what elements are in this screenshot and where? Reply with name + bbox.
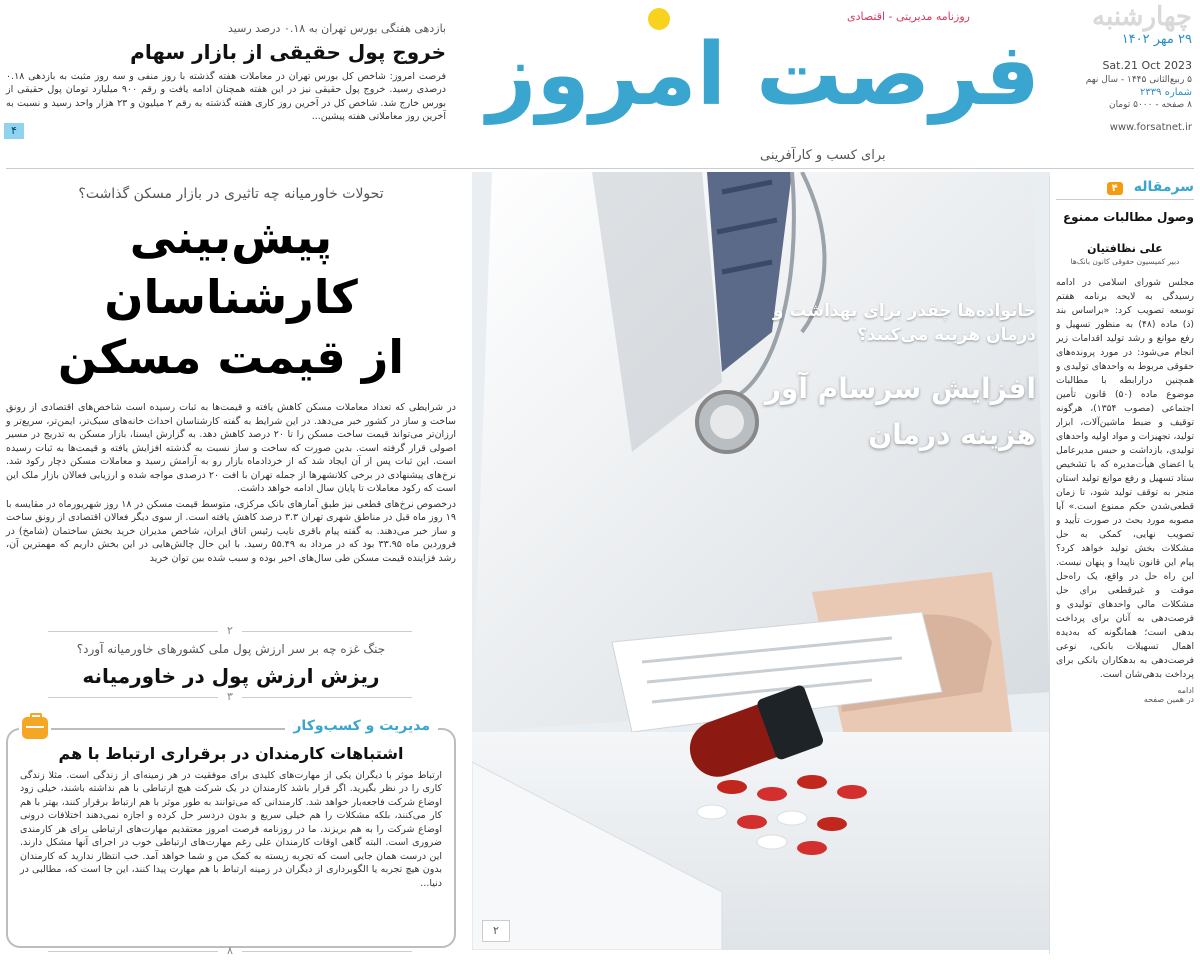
story-kicker: بازدهی هفتگی بورس تهران به ۰.۱۸ درصد رسید bbox=[228, 22, 446, 35]
main-headline-2[interactable]: از قیمت مسکن bbox=[57, 329, 405, 384]
editorial-divider bbox=[1049, 176, 1050, 954]
editorial-header bbox=[1056, 176, 1194, 200]
editorial-author: علی نظافتیان bbox=[1087, 242, 1163, 255]
editorial-body: مجلس شورای اسلامی در ادامه رسیدگی به لایحه برنامه هفتم توسعه تصویب کرد: «براساس بند (ذ) ماده (۴۸) به منظور تسهیل و رفع موانع و رشد تولید اقدامات زیر انجام می‌شود: در مورد پرونده‌های حقوقی مربوط به واحدهای تولیدی و همچنین درارابطه با مطالبات موضوع ماده (۵۰) قانون تأمین اجتماعی (مصوب ۱۳۵۴)، هرگونه توقیف و ضبط ماشین‌آلات، ابزار تولید، تجهیزات و مواد اولیه واحدهای تولیدی، بازداشت و حبس مدیرعامل یا اعضای هیأت‌مدیره که با تشخیص ستاد تسهیل و رفع موانع تولید استان منجر به توقف تولید شود، تا زمان قطعی‌شدن حکم ممنوع است.» آیا مصوبه مورد بحث در صورت تأیید و تصویب نهایی، کمکی به حل مشکلات بخش تولید خواهد کرد؟ پیام این قانون ناپیدا و پنهان نیست. این راه حل در واقع، یک راه‌حل موقت و غیرقطعی برای حل مشکلات مالی واحدهای تولیدی و فرصت‌دهی به آنان برای پرداخت بدهی است؛ همانگونه که به‌دیده اهمال تسهیلات بانکی، نوعی فرصت‌دهی به بدهکاران بانکی برای پرداخت بدهی‌شان است. bbox=[1056, 277, 1194, 680]
date-block bbox=[1052, 4, 1192, 133]
masthead bbox=[486, 0, 1040, 170]
editorial-badge: ۴ bbox=[1107, 182, 1123, 195]
top-left-page-ref: ۴ bbox=[4, 123, 24, 139]
english-date: Sat.21 Oct 2023 bbox=[1102, 59, 1192, 72]
cover-photo bbox=[472, 172, 1050, 950]
editorial-title[interactable]: وصول مطالبات ممنوع bbox=[1062, 210, 1194, 224]
photo-headline-2[interactable]: هزینه درمان bbox=[868, 418, 1036, 451]
editorial-continued-location: در همین صفحه bbox=[1143, 694, 1194, 704]
briefcase-icon bbox=[22, 717, 48, 739]
photo-page-ref: ۲ bbox=[482, 920, 510, 942]
masthead-divider bbox=[6, 168, 1194, 169]
main-page-ref: ۲ bbox=[30, 624, 430, 637]
business-body: ارتباط موثر با دیگران یکی از مهارت‌های کلیدی برای موفقیت در هر زمینه‌ای از زندگی است. مثلا زندگی کاری را در نظر بگیرید. اگر قرار باشد کارمندان در یک شرکت هیچ ارتباطی با هم نداشته باشند، خیلی زود اوضاع شرکت فاجعه‌بار خواهد شد. کارمندانی که می‌توانند به طور موثر با هم ارتباط برقرار کنند، بهتر با هم کار می‌کنند، بلکه مشکلات را هم خیلی سریع و بدون دردسر حل کرده و اجازه نمی‌دهند اختلافات درونی اوضاع شرکت را به هم بریزند. ما در روزنامه فرصت امروز معتقدیم مهارت‌های ارتباطی برای هر کارمندی ضروری است. البته گاهی اوقات کارمندان علی رغم مهارت‌های ارتباطی خوب در اجرای آنها مشکل دارند. این درست همان جایی است که تجربه زیسته به کمک من و شما خواهد آمد. خب انتظار ندارید که کارمندان بدون هیچ تجربه یا الگوبرداری از دیگران در زمینه ارتباط با هم مهارت پیدا کنند، این جا است که، مطالبی در دنیا... bbox=[20, 770, 442, 889]
doctor-illustration bbox=[472, 172, 1050, 950]
top-left-story bbox=[6, 22, 446, 124]
story-headline[interactable]: خروج پول حقیقی از بازار سهام bbox=[130, 40, 446, 64]
photo-kicker: خانواده‌ها چقدر برای بهداشت و درمان هزینه می‌کنند؟ bbox=[772, 301, 1036, 345]
editorial-continued: ادامه bbox=[1177, 685, 1194, 695]
top-tagline: روزنامه مدیریتی - اقتصادی bbox=[847, 10, 970, 23]
second-kicker: جنگ غزه چه بر سر ارزش پول ملی کشورهای خاورمیانه آورد؟ bbox=[76, 642, 386, 656]
main-kicker: تحولات خاورمیانه چه تاثیری در بازار مسکن گذاشت؟ bbox=[78, 186, 384, 202]
main-headline-1[interactable]: پیش‌بینی کارشناسان bbox=[104, 210, 358, 324]
business-page-ref: ۸ bbox=[30, 944, 430, 957]
second-page-ref: ۳ bbox=[30, 690, 430, 703]
persian-date: ۲۹ مهر ۱۴۰۲ bbox=[1121, 32, 1192, 47]
weekday: چهارشنبه bbox=[1092, 2, 1192, 32]
main-story bbox=[6, 186, 456, 565]
editorial-label: سرمقاله bbox=[1133, 179, 1194, 195]
main-para-1: در شرایطی که تعداد معاملات مسکن کاهش یافته و قیمت‌ها به ثبات رسیده است شاخص‌های اقتصادی از رونق ساخت و ساز در کشور خبر می‌دهد. در این شرایط به گفته کارشناسان احداث خانه‌های سبک‌تر، ایمن‌تر، سریع‌تر و ارزان‌تر می‌تواند قیمت ساخت مسکن را تا ۲۰ درصد کاهش دهد. به گزارش ایسنا، بازار مسکن به تدریج در مسیر اصولی قرار گرفته است. بدین صورت که ساخت و ساز نسبت به گذشته افزایش یافته و قیمت‌ها به ثبات رسیده است. این ثبات پس از آن ایجاد شد که از خرداد‌ماه بازار رو به آرامش رسید و معاملات مسکن دچار رکود شد. نرخ‌های پیشنهادی در برخی کلانشهرها از جمله تهران با افت ۲۰ درصدی مواجه شده و ارزیابی فعالان بازار ملک این است که رکود معاملات تا پایان سال ادامه خواهد داشت. bbox=[6, 402, 457, 495]
logo: فرصت امروز bbox=[486, 25, 1040, 125]
business-headline[interactable]: اشتباهات کارمندان در برقراری ارتباط با هم bbox=[58, 744, 404, 763]
second-story bbox=[6, 642, 456, 688]
slogan: برای کسب و کارآفرینی bbox=[760, 148, 886, 163]
editorial-column bbox=[1056, 176, 1194, 954]
second-headline[interactable]: ریزش ارزش پول در خاورمیانه bbox=[82, 664, 380, 688]
main-para-2: درخصوص نرخ‌های قطعی نیز طبق آمارهای بانک مرکزی، متوسط قیمت مسکن در ۱۸ روز شهریورماه در مقایسه با ۱۹ روز ماه قبل در مناطق شهری تهران ۳.۳ درصد کاهش یافته است. از سوی دیگر فعالان اقتصادی از رونق ساخت و ساز خبر می‌دهند. به گفته پیام باقری نایب رئیس اتاق ایران، شاخص مدیران خرید بخش ساختمان (شامخ) در فروردین ماه ۳۳.۹۵ بود که در مرداد به ۵۵.۴۹ رسید. با این حال چالش‌هایی در این بخش داریم که مهمترین آن، رشد فزاینده قیمت مسکن طی سال‌های اخیر بوده و سبب شده بین توان خرید bbox=[6, 498, 456, 564]
hijri-date: ۵ ربیع‌الثانی ۱۴۴۵ - سال نهم bbox=[1085, 75, 1192, 85]
photo-headline-1[interactable]: افزایش سرسام آور bbox=[764, 372, 1036, 405]
editorial-author-role: دبیر کمیسیون حقوقی کانون بانک‌ها bbox=[1070, 257, 1180, 266]
website-link[interactable]: www.forsatnet.ir bbox=[1109, 122, 1192, 133]
business-box bbox=[6, 718, 456, 948]
story-body: فرصت امروز: شاخص کل بورس تهران در معاملات هفته گذشته با روز منفی و سه روز مثبت به بازدهی ۰.۱۸ درصدی رسید. خروج پول حقیقی نیز در این هفته همچنان ادامه یافت و رقم ۹۰۰ میلیارد تومان پول حقیقی از بورس خارج شد. شاخص کل در آخرین روز کاری هفته گذشته به رقم ۲ میلیون و ۲۳ هزار واحد رسید و نسبت به آخرین روز معاملاتی هفته پیشین... bbox=[6, 71, 447, 123]
issue-number: شماره ۲۳۳۹ bbox=[1140, 87, 1192, 98]
business-section-label: مدیریت و کسب‌وکار bbox=[285, 718, 438, 734]
pages-price: ۸ صفحه - ۵۰۰۰ تومان bbox=[1108, 100, 1192, 110]
